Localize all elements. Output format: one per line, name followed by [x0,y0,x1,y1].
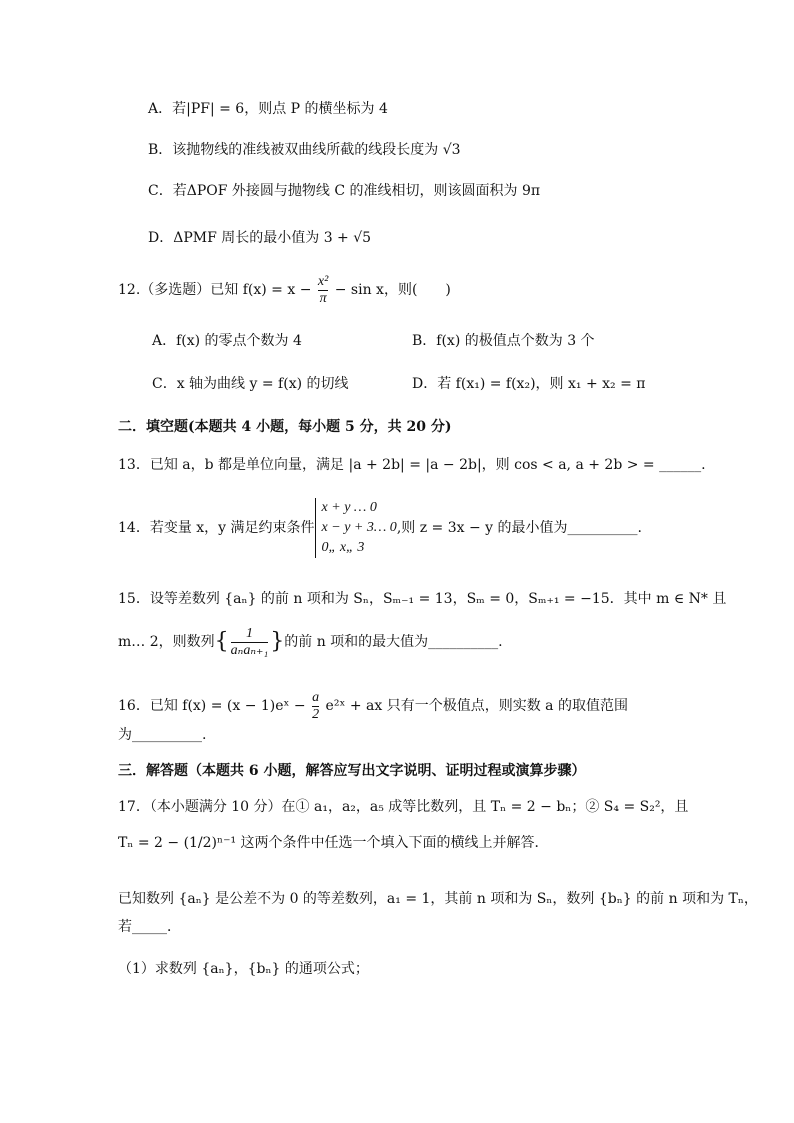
q11-option-a: A．若|PF| = 6，则点 P 的横坐标为 4 [148,101,388,117]
q16-frac-den: 2 [312,706,320,722]
q14 [118,498,642,558]
q11-option-b: B．该抛物线的准线被双曲线所截的线段长度为 √3 [148,142,461,158]
q12-option-b: B．f(x) 的极值点个数为 3 个 [412,333,595,349]
q16-frac-num: a [312,689,320,705]
q14-suffix: ,则 z = 3x − y 的最小值为__________. [396,520,642,536]
q15-frac-den: aₙaₙ₊₁ [230,642,269,658]
q17-line4: 若_____． [118,919,181,935]
q17-line2: Tₙ = 2 − (1/2)ⁿ⁻¹ 这两个条件中任选一个填入下面的横线上并解答． [118,835,549,851]
q12-stem [118,272,451,308]
q16-line1-prefix: 16．已知 f(x) = (x − 1)eˣ − [118,698,311,714]
q17-line1: 17．（本小题满分 10 分）在① a₁，a₂，a₅ 成等比数列，且 Tₙ = 2 − bₙ；② S₄ = S₂²，且 [118,799,689,815]
q14-constraint-1: x + y … 0 [321,500,377,515]
q14-constraint-2: x − y + 3… 0 [321,520,397,535]
q14-constraint-system [315,498,397,558]
q12-stem-suffix: − sin x，则( ) [330,282,451,298]
q15-line2-suffix: 的前 n 项和的最大值为__________. [284,634,503,650]
q12-option-a: A．f(x) 的零点个数为 4 [152,333,302,349]
q12-frac-den: π [319,290,327,306]
section3-heading: 三．解答题（本题共 6 小题，解答应写出文字说明、证明过程或演算步骤） [118,763,586,779]
q11-option-d: D．ΔPMF 周长的最小值为 3 + √5 [148,230,372,246]
q15-line2-prefix: m… 2，则数列 [118,634,215,650]
q12-option-d: D．若 f(x₁) = f(x₂)，则 x₁ + x₂ = π [412,376,646,392]
q17-line3: 已知数列 {aₙ} 是公差不为 0 的等差数列，a₁ = 1，其前 n 项和为 Sₙ，数列 {bₙ} 的前 n 项和为 Tₙ， [118,891,758,907]
q16-fraction [312,690,319,723]
q16-line1 [118,688,628,724]
q15-fraction [231,626,269,659]
q12-stem-prefix: 12.（多选题）已知 f(x) = x − [118,282,316,298]
q15-line2: m… 2，则数列{ $\frac{1}{\text{aₙaₙ₊₁}}$ }的前 n 项和的最大值为__________. [118,625,503,658]
q15-frac-num: 1 [231,626,269,643]
q14-prefix: 14．若变量 x，y 满足约束条件 [118,520,315,536]
q17-part1: （1）求数列 {aₙ}，{bₙ} 的通项公式； [118,961,369,977]
q16-line2: 为__________. [118,727,207,743]
q12-fraction [318,274,328,307]
section2-heading: 二．填空题(本题共 4 小题，每小题 5 分，共 20 分) [118,419,452,435]
q14-constraint-3: 0„ x„ 3 [321,540,365,555]
q16-line1-suffix: e²ˣ + ax 只有一个极值点，则实数 a 的取值范围 [321,698,628,714]
q13-text: 13．已知 a，b 都是单位向量，满足 |a + 2b| = |a − 2b|，则 cos < a, a + 2b > = ______. [118,457,706,473]
q12-frac-num: x² [317,273,329,289]
q15-line1: 15．设等差数列 {aₙ} 的前 n 项和为 Sₙ，Sₘ₋₁ = 13，Sₘ = 0，Sₘ₊₁ = −15．其中 m ∈ N* 且 [118,591,727,607]
q12-option-c: C．x 轴为曲线 y = f(x) 的切线 [152,376,349,392]
q11-option-c: C．若ΔPOF 外接圆与抛物线 C 的准线相切，则该圆面积为 9π [148,183,541,199]
